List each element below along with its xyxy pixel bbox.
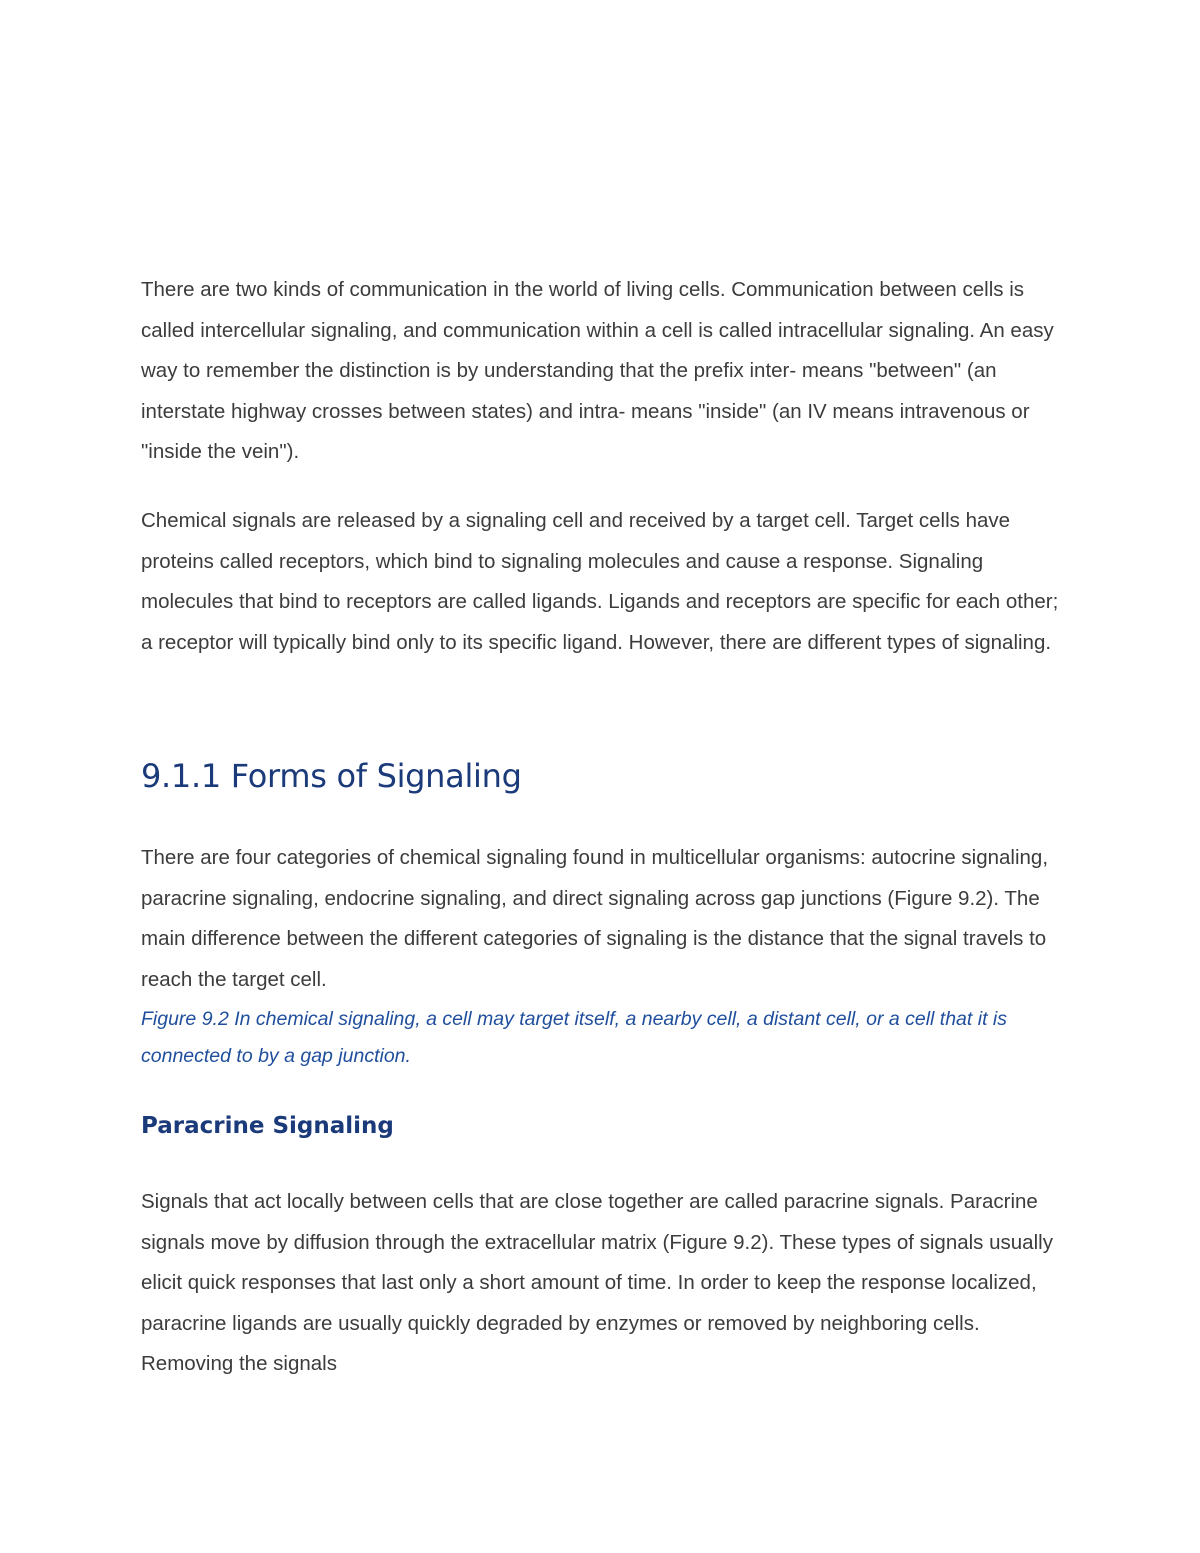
- intro-paragraph: There are two kinds of communication in the world of living cells. Communication between cells is called intercellular signaling, and communication within a cell is called intracellular signaling. An easy way to remember the distinction is by understanding that the prefix inter- means "between" (an interstate highway crosses between states) and intra- means "inside" (an IV means intravenous or "inside the vein").: [141, 278, 1054, 463]
- figure-caption: Figure 9.2 In chemical signaling, a cell may target itself, a nearby cell, a distant cell, or a cell that it is connected to by a gap junction.: [141, 1008, 1007, 1067]
- subsection-heading: Paracrine Signaling: [141, 1113, 394, 1139]
- section-heading: 9.1.1 Forms of Signaling: [141, 757, 522, 795]
- chemical-signals-paragraph: Chemical signals are released by a signaling cell and received by a target cell. Target cells have proteins called receptors, which bind to signaling molecules and cause a response. Signaling molecules that bind to receptors are called ligands. Ligands and receptors are specific for each other; a receptor will typically bind only to its specific ligand. However, there are different types of signaling.: [141, 509, 1059, 654]
- paracrine-paragraph: Signals that act locally between cells that are close together are called paracrine signals. Paracrine signals move by diffusion through the extracellular matrix (Figure 9.2). These types of signals usually elicit quick responses that last only a short amount of time. In order to keep the response localized, paracrine ligands are usually quickly degraded by enzymes or removed by neighboring cells. Removing the signals: [141, 1190, 1053, 1375]
- signaling-categories-paragraph: There are four categories of chemical signaling found in multicellular organisms: autocrine signaling, paracrine signaling, endocrine signaling, and direct signaling across gap junctions (Figure 9.2). The main difference between the different categories of signaling is the distance that the signal travels to reach the target cell.: [141, 846, 1049, 991]
